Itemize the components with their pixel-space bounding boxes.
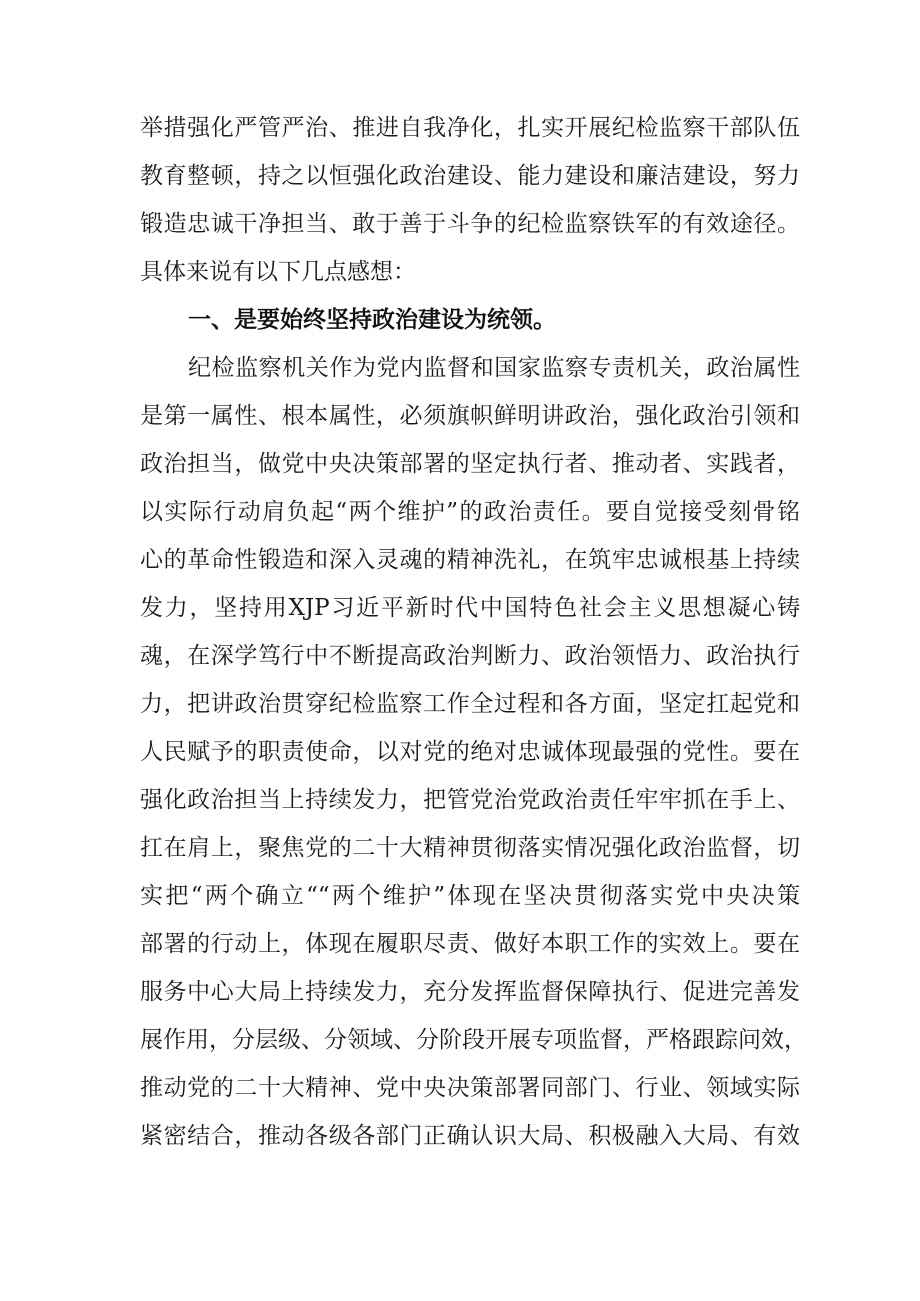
body-line-6: 发力，坚持用XJP习近平新时代中国特色社会主义思想凝心铸 — [140, 595, 800, 621]
body-line-12: 实把“两个确立““两个维护”体现在坚决贯彻落实党中央决策 — [140, 883, 800, 909]
body-line-11: 扛在肩上，聚焦党的二十大精神贯彻落实情况强化政治监督，切 — [140, 835, 800, 861]
body-line-3: 政治担当，做党中央决策部署的坚定执行者、推动者、实践者， — [140, 451, 800, 477]
body-line-1: 纪检监察机关作为党内监督和国家监察专责机关，政治属性 — [188, 355, 800, 381]
body-line-14: 服务中心大局上持续发力，充分发挥监督保障执行、促进完善发 — [140, 979, 800, 1005]
body-line-2: 是第一属性、根本属性，必须旗帜鲜明讲政治，强化政治引领和 — [140, 403, 800, 429]
body-line-9: 人民赋予的职责使命，以对党的绝对忠诚体现最强的党性。要在 — [140, 739, 800, 765]
body-line-5: 心的革命性锻造和深入灵魂的精神洗礼，在筑牢忠诚根基上持续 — [140, 547, 800, 573]
body-line-17: 紧密结合，推动各级各部门正确认识大局、积极融入大局、有效 — [140, 1123, 800, 1149]
body-line-7: 魂，在深学笃行中不断提高政治判断力、政治领悟力、政治执行 — [140, 643, 800, 669]
section-heading: 一、是要始终坚持政治建设为统领。 — [188, 307, 556, 333]
intro-line-4: 具体来说有以下几点感想： — [140, 259, 416, 285]
body-line-4: 以实际行动肩负起“两个维护”的政治责任。要自觉接受刻骨铭 — [140, 499, 800, 525]
body-line-8: 力，把讲政治贯穿纪检监察工作全过程和各方面，坚定扛起党和 — [140, 691, 800, 717]
body-line-16: 推动党的二十大精神、党中央决策部署同部门、行业、领域实际 — [140, 1075, 800, 1101]
body-line-13: 部署的行动上，体现在履职尽责、做好本职工作的实效上。要在 — [140, 931, 800, 957]
body-line-15: 展作用，分层级、分领域、分阶段开展专项监督，严格跟踪问效， — [140, 1027, 807, 1053]
intro-line-2: 教育整顿，持之以恒强化政治建设、能力建设和廉洁建设，努力 — [140, 163, 800, 189]
body-line-10: 强化政治担当上持续发力，把管党治党政治责任牢牢抓在手上、 — [140, 787, 800, 813]
intro-line-1: 举措强化严管严治、推进自我净化，扎实开展纪检监察干部队伍 — [140, 115, 800, 141]
intro-line-3: 锻造忠诚干净担当、敢于善于斗争的纪检监察铁军的有效途径。 — [140, 211, 800, 237]
